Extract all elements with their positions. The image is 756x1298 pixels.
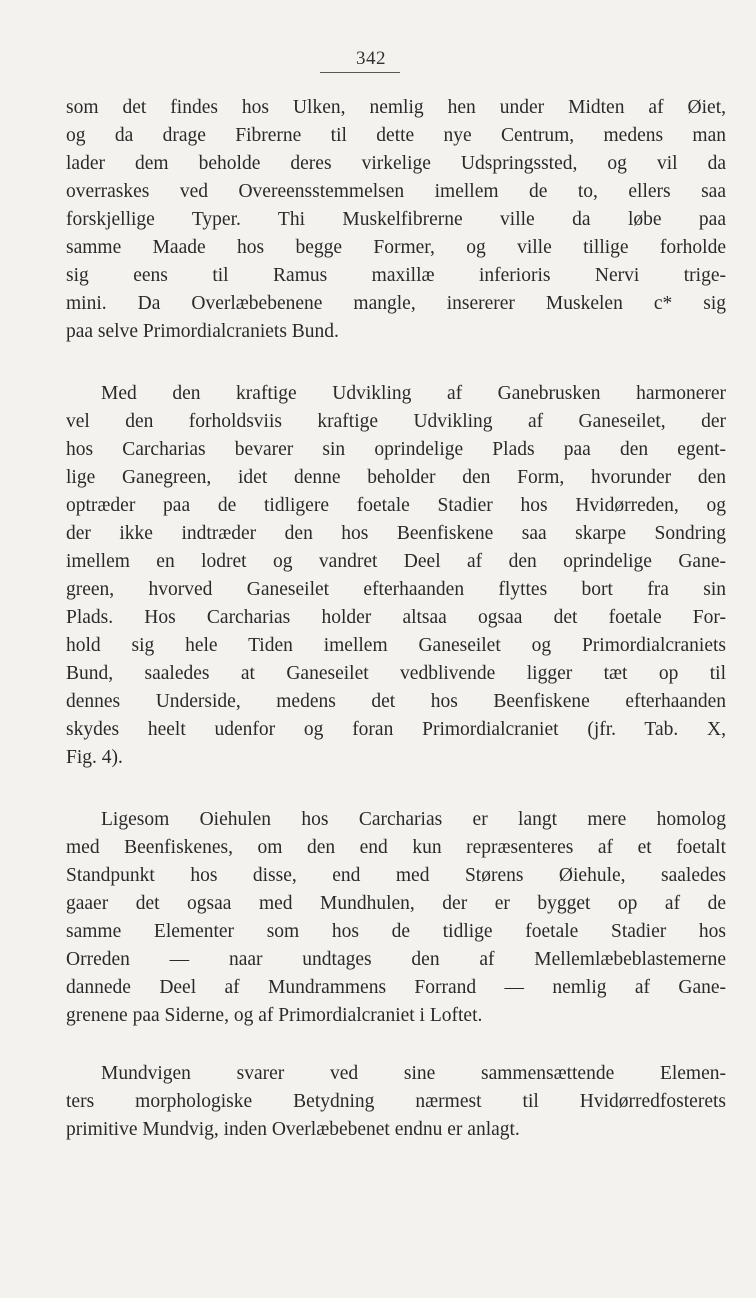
text-line: Plads. Hos Carcharias holder altsaa ogsaa det foetale For- (66, 607, 726, 628)
text-line: som det findes hos Ulken, nemlig hen under Midten af Øiet, (66, 97, 726, 118)
text-line: skydes heelt udenfor og foran Primordialcraniet (jfr. Tab. X, (66, 719, 726, 740)
text-line: der ikke indtræder den hos Beenfiskene saa skarpe Sondring (66, 523, 726, 544)
text-line: hos Carcharias bevarer sin oprindelige Plads paa den egent- (66, 439, 726, 460)
text-line: Fig. 4). (66, 747, 123, 768)
text-line: samme Elementer som hos de tidlige foetale Stadier hos (66, 921, 726, 942)
page-number-rule (320, 72, 400, 73)
paragraph-1 (66, 94, 726, 346)
text-line: samme Maade hos begge Former, og ville tillige forholde (66, 237, 726, 258)
paragraph-3 (66, 806, 726, 1030)
text-line: Standpunkt hos disse, end med Størens Øiehule, saaledes (66, 865, 726, 886)
text-line: Med den kraftige Udvikling af Ganebrusken harmonerer (101, 383, 726, 404)
paragraph-2 (66, 380, 726, 772)
paragraph-4 (66, 1060, 726, 1144)
text-line: gaaer det ogsaa med Mundhulen, der er bygget op af de (66, 893, 726, 914)
text-line: primitive Mundvig, inden Overlæbebenet endnu er anlagt. (66, 1119, 520, 1140)
text-line: lader dem beholde deres virkelige Udspringssted, og vil da (66, 153, 726, 174)
text-line: dannede Deel af Mundrammens Forrand — nemlig af Gane- (66, 977, 726, 998)
text-line: Ligesom Oiehulen hos Carcharias er langt mere homolog (101, 809, 726, 830)
text-line: ters morphologiske Betydning nærmest til Hvidørredfosterets (66, 1091, 726, 1112)
text-line: green, hvorved Ganeseilet efterhaanden flyttes bort fra sin (66, 579, 726, 600)
text-line: mini. Da Overlæbebenene mangle, insererer Muskelen c* sig (66, 293, 726, 314)
text-line: imellem en lodret og vandret Deel af den oprindelige Gane- (66, 551, 726, 572)
page-number: 342 (356, 48, 386, 69)
text-line: og da drage Fibrerne til dette nye Centrum, medens man (66, 125, 726, 146)
text-line: med Beenfiskenes, om den end kun repræsenteres af et foetalt (66, 837, 726, 858)
text-line: lige Ganegreen, idet denne beholder den Form, hvorunder den (66, 467, 726, 488)
text-line: hold sig hele Tiden imellem Ganeseilet og Primordialcraniets (66, 635, 726, 656)
text-line: grenene paa Siderne, og af Primordialcraniet i Loftet. (66, 1005, 483, 1026)
text-line: forskjellige Typer. Thi Muskelfibrerne ville da løbe paa (66, 209, 726, 230)
text-line: Orreden — naar undtages den af Mellemlæbeblastemerne (66, 949, 726, 970)
text-line: optræder paa de tidligere foetale Stadier hos Hvidørreden, og (66, 495, 726, 516)
text-line: paa selve Primordialcraniets Bund. (66, 321, 339, 342)
text-line: dennes Underside, medens det hos Beenfiskene efterhaanden (66, 691, 726, 712)
text-line: sig eens til Ramus maxillæ inferioris Nervi trige- (66, 265, 726, 286)
text-line: Mundvigen svarer ved sine sammensættende Elemen- (101, 1063, 726, 1084)
text-line: Bund, saaledes at Ganeseilet vedblivende ligger tæt op til (66, 663, 726, 684)
text-line: vel den forholdsviis kraftige Udvikling af Ganeseilet, der (66, 411, 726, 432)
text-line: overraskes ved Overeensstemmelsen imellem de to, ellers saa (66, 181, 726, 202)
